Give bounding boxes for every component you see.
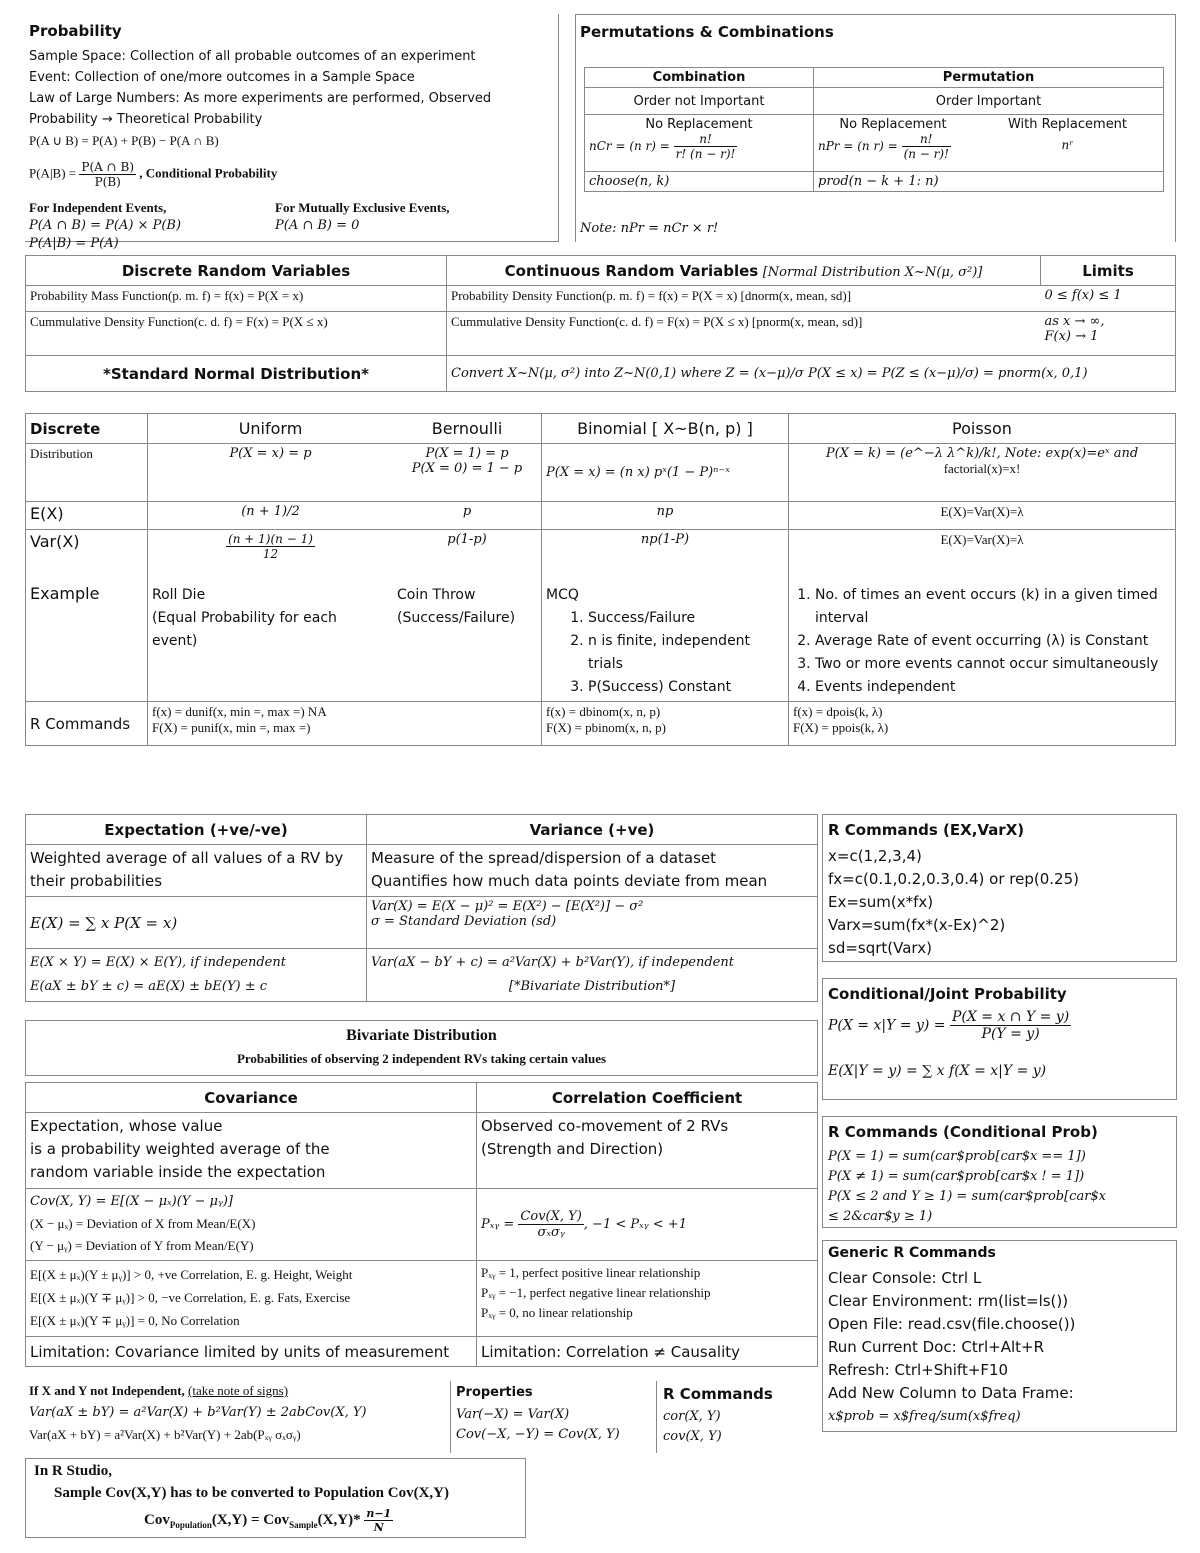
limits-title: Limits xyxy=(1041,256,1176,286)
covcorr-table xyxy=(25,1082,818,1367)
r-ex: E(X) xyxy=(26,502,148,530)
uni-ex: (n + 1)/2 xyxy=(148,502,394,530)
condjoint-f2: E(X|Y = y) = ∑ x f(X = x|Y = y) xyxy=(828,1063,1047,1079)
bin-example-list xyxy=(546,607,784,699)
rs-cov-c: (X,Y)* xyxy=(317,1511,361,1528)
probability-line: Probability → Theoretical Probability xyxy=(29,112,263,127)
rs-sub-pop: Population xyxy=(169,1519,212,1530)
notindep-title2: (take note of signs) xyxy=(188,1383,289,1398)
exp-prop-2: E(aX ± bY ± c) = aE(X) ± bE(Y) ± c xyxy=(30,979,268,994)
var-prop-1: Var(aX − bY + c) = a²Var(X) + b²Var(Y), if independent xyxy=(371,955,734,970)
condjoint-f1 xyxy=(828,1009,1071,1042)
rcmd-ex-line: Varx=sum(fx*(x-Ex)^2) xyxy=(828,916,1006,934)
cj-f1-lhs: P(X = x|Y = y) = xyxy=(828,1017,946,1034)
rcmd-cond-title: R Commands (Conditional Prob) xyxy=(828,1123,1098,1141)
perm-den: (n − r)! xyxy=(903,147,949,161)
poi-dist-2: factorial(x)=x! xyxy=(943,461,1021,476)
perm-norep-cell xyxy=(814,115,973,172)
probability-box xyxy=(25,14,559,251)
rc-title: R Commands xyxy=(663,1385,773,1403)
perm-rep-cell xyxy=(972,115,1164,172)
rcmd-cond-line: P(X = 1) = sum(car$prob[car$x == 1]) xyxy=(828,1149,1086,1164)
notindep-l2: Var(aX + bY) = a²Var(X) + b²Var(Y) + 2ab(Pₓᵧ σₓσᵧ) xyxy=(29,1427,301,1442)
uni-cmd-1: f(x) = dunif(x, min =, max =) NA xyxy=(152,704,327,719)
std-normal-title: *Standard Normal Distribution* xyxy=(26,356,447,392)
corr-den: σₓσᵧ xyxy=(537,1225,565,1240)
ber-example-line: (Success/Failure) xyxy=(397,610,516,626)
cov-def xyxy=(26,1113,477,1189)
bin-cmd-2: F(X) = pbinom(x, n, p) xyxy=(546,720,666,735)
probability-title: Probability xyxy=(29,22,122,40)
comb-formula xyxy=(589,132,809,161)
poi-dist-1: P(X = k) = (e^−λ λ^k)/k!, Note: exp(x)=eˣ and xyxy=(825,446,1139,461)
probability-line: Sample Space: Collection of all probable outcomes of an experiment xyxy=(29,49,476,64)
generic-line: x$prob = x$freq/sum(x$freq) xyxy=(828,1409,1021,1424)
cond-label: , Conditional Probability xyxy=(139,165,278,181)
cov-signs xyxy=(26,1261,477,1337)
comb-r-cmd: choose(n, k) xyxy=(585,172,814,192)
prop-2: Cov(−X, −Y) = Cov(X, Y) xyxy=(456,1427,620,1442)
cdf-continuous-cell: Cummulative Density Function(c. d. f) = F(x) = P(X ≤ x) [pnorm(x, mean, sd)] xyxy=(447,312,1041,356)
continuous-rv-title: Continuous Random Variables xyxy=(504,261,759,280)
corr-formula xyxy=(477,1189,818,1261)
cj-den: P(Y = y) xyxy=(981,1026,1040,1042)
bivariate-title: Bivariate Distribution xyxy=(346,1027,497,1044)
generic-line: Add New Column to Data Frame: xyxy=(828,1384,1074,1402)
uni-var-num: (n + 1)(n − 1) xyxy=(228,532,313,546)
pdf-cell: Probability Density Function(p. m. f) = f(x) = P(X = x) [dnorm(x, mean, sd)] xyxy=(447,286,1041,312)
rcmd-cond-lines xyxy=(828,1147,1106,1227)
r-var: Var(X) xyxy=(30,532,80,551)
poi-example-item: 2. Average Rate of event occurring (λ) is Constant xyxy=(815,630,1171,653)
h-binomial: Binomial [ X~B(n, p) ] xyxy=(542,414,789,444)
exp-def-2: their probabilities xyxy=(30,872,163,890)
bin-example-item: 3. P(Success) Constant xyxy=(588,676,784,699)
comb-formula-lhs: nCr = (n r) = xyxy=(589,139,670,153)
poi-var: E(X)=Var(X)=λ xyxy=(940,532,1024,547)
rs-sub-sample: Sample xyxy=(289,1519,318,1530)
exp-props xyxy=(26,949,367,1002)
corr-signs xyxy=(477,1261,818,1337)
cond-fraction xyxy=(79,160,136,189)
bin-example-item: 2. n is finite, independent trials xyxy=(588,630,784,676)
probability-line: Event: Collection of one/more outcomes in a Sample Space xyxy=(29,70,415,85)
condjoint-box xyxy=(822,978,1177,1100)
poi-example-list xyxy=(793,584,1171,699)
perm-fraction xyxy=(902,132,951,161)
rc-box xyxy=(657,1381,777,1453)
poi-var-example xyxy=(789,530,1176,702)
condjoint-title: Conditional/Joint Probability xyxy=(828,985,1067,1003)
prop-1: Var(−X) = Var(X) xyxy=(456,1407,570,1422)
mutex-title: For Mutually Exclusive Events, xyxy=(275,200,450,215)
uni-cmd-2: F(X) = punif(x, min =, max =) xyxy=(152,720,311,735)
bivariate-subtitle: Probabilities of observing 2 independent RVs taking certain values xyxy=(236,1051,607,1066)
cov-f1: Cov(X, Y) = E[(X − μₓ)(Y − μᵧ)] xyxy=(30,1194,233,1209)
r-var-example xyxy=(26,530,148,702)
uni-example-line: (Equal Probability for each xyxy=(152,610,337,626)
probability-definitions xyxy=(29,46,491,151)
rs-cov-b: (X,Y) = Cov xyxy=(211,1511,290,1528)
perm-num: n! xyxy=(902,132,951,147)
generic-line: Clear Environment: rm(list=ls()) xyxy=(828,1292,1069,1310)
var-def-2: Quantifies how much data points deviate from mean xyxy=(371,872,768,890)
cov-title: Covariance xyxy=(26,1083,477,1113)
cov-def-line: Expectation, whose value xyxy=(30,1117,223,1135)
poi-dist xyxy=(789,444,1176,502)
bin-var-example xyxy=(542,530,789,702)
comb-norep: No Replacement xyxy=(645,117,753,132)
corr-sign-1: Pₓᵧ = 1, perfect positive linear relationship xyxy=(481,1265,701,1280)
rcmd-ex-title: R Commands (EX,VarX) xyxy=(828,821,1025,839)
corr-limitation: Limitation: Correlation ≠ Causality xyxy=(477,1337,818,1367)
exp-def-1: Weighted average of all values of a RV by xyxy=(30,849,344,867)
limit-2 xyxy=(1041,312,1176,356)
var-prop-2: [*Bivariate Distribution*] xyxy=(508,979,676,994)
perm-rep-formula: nʳ xyxy=(1061,138,1074,152)
var-title: Variance (+ve) xyxy=(367,815,818,845)
corr-def-line: (Strength and Direction) xyxy=(481,1140,664,1158)
comb-norep-cell xyxy=(585,115,814,172)
cov-f2: (X − μₓ) = Deviation of X from Mean/E(X) xyxy=(30,1216,256,1231)
rstudio-l2 xyxy=(144,1507,393,1534)
probability-line: Law of Large Numbers: As more experiments are performed, Observed xyxy=(29,91,492,106)
poi-example-item: 3. Two or more events cannot occur simultaneously xyxy=(815,653,1171,676)
generic-box xyxy=(822,1240,1177,1432)
corr-range: , −1 < Pₓᵧ < +1 xyxy=(583,1217,687,1232)
ber-dist-2: P(X = 0) = 1 − p xyxy=(411,461,523,476)
indep-formula-1: P(A ∩ B) = P(A) × P(B) xyxy=(29,218,182,233)
ber-ex: p xyxy=(393,502,542,530)
cj-num: P(X = x ∩ Y = y) xyxy=(951,1009,1070,1025)
r-distribution: Distribution xyxy=(26,444,148,502)
exp-prop-1: E(X × Y) = E(X) × E(Y), if independent xyxy=(30,955,286,970)
rstudio-box xyxy=(25,1458,526,1538)
r-commands-label: R Commands xyxy=(26,702,148,746)
distribution-table xyxy=(25,413,1176,746)
perm-formula xyxy=(818,132,968,161)
var-formula xyxy=(367,897,818,949)
uni-example xyxy=(152,584,389,653)
generic-line: Open File: read.csv(file.choose()) xyxy=(828,1315,1076,1333)
indep-title: For Independent Events, xyxy=(29,200,167,215)
uni-var-example xyxy=(148,530,394,702)
generic-line: Clear Console: Ctrl L xyxy=(828,1269,982,1287)
rcmd-ex-line: x=c(1,2,3,4) xyxy=(828,847,922,865)
expvar-table xyxy=(25,814,818,1002)
comb-order: Order not Important xyxy=(585,88,814,115)
conditional-formula xyxy=(29,160,277,189)
rs-den: N xyxy=(373,1521,384,1534)
rc-2: cov(X, Y) xyxy=(663,1429,722,1444)
uni-var xyxy=(152,532,389,584)
poi-cmd xyxy=(789,702,1176,746)
probability-line: P(A ∪ B) = P(A) + P(B) − P(A ∩ B) xyxy=(29,133,219,148)
h-poisson: Poisson xyxy=(789,414,1176,444)
notindep-l1: Var(aX ± bY) = a²Var(X) + b²Var(Y) ± 2abCov(X, Y) xyxy=(29,1405,367,1420)
corr-def-line: Observed co-movement of 2 RVs xyxy=(481,1117,729,1135)
poi-cmd-1: f(x) = dpois(k, λ) xyxy=(793,704,883,719)
perm-norep: No Replacement xyxy=(839,117,947,132)
discrete-rv-title: Discrete Random Variables xyxy=(26,256,447,286)
corr-num: Cov(X, Y) xyxy=(520,1209,582,1224)
rs-num: n−1 xyxy=(366,1507,392,1520)
uni-var-fraction xyxy=(226,532,315,561)
cov-def-line: random variable inside the expectation xyxy=(30,1163,326,1181)
notindep-title: If X and Y not Independent, xyxy=(29,1383,185,1398)
std-normal-convert: Convert X~N(μ, σ²) into Z~N(0,1) where Z = (x−μ)/σ P(X ≤ x) = P(Z ≤ (x−μ)/σ) = pnorm(x, 0,1) xyxy=(447,356,1176,392)
comb-den: r! (n − r)! xyxy=(675,147,736,161)
rstudio-title: In R Studio, xyxy=(34,1463,112,1479)
ber-var: p(1-p) xyxy=(447,532,487,547)
h-bernoulli: Bernoulli xyxy=(393,414,542,444)
combination-header: Combination xyxy=(585,68,814,88)
cov-sign-3: E[(X ± μₓ)(Y ∓ μᵧ)] = 0, No Correlation xyxy=(30,1313,240,1328)
rs-fraction xyxy=(364,1507,393,1534)
perm-formula-lhs: nPr = (n r) = xyxy=(818,139,898,153)
ber-example-line: Coin Throw xyxy=(397,587,476,603)
h-uniform: Uniform xyxy=(148,414,394,444)
rcmd-ex-box xyxy=(822,814,1177,962)
rc-1: cor(X, Y) xyxy=(663,1409,721,1424)
ber-dist xyxy=(393,444,542,502)
corr-sign-2: Pₓᵧ = −1, perfect negative linear relationship xyxy=(481,1285,711,1300)
cond-den: P(B) xyxy=(94,175,121,189)
cond-num: P(A ∩ B) xyxy=(81,160,134,174)
notindep-title-row xyxy=(29,1383,288,1399)
exp-title: Expectation (+ve/-ve) xyxy=(26,815,367,845)
bin-cmd-1: f(x) = dbinom(x, n, p) xyxy=(546,704,661,719)
uni-cmd xyxy=(148,702,542,746)
rcmd-ex-line: sd=sqrt(Varx) xyxy=(828,939,932,957)
uni-dist: P(X = x) = p xyxy=(148,444,394,502)
rs-cov-a: Cov xyxy=(144,1511,170,1528)
exp-formula: E(X) = ∑ x P(X = x) xyxy=(26,897,367,949)
exp-def xyxy=(26,845,367,897)
rcmd-cond-line: P(X ≤ 2 and Y ≥ 1) = sum(car$prob[car$x xyxy=(828,1189,1107,1204)
corr-def xyxy=(477,1113,818,1189)
rcmd-ex-line: fx=c(0.1,0.2,0.3,0.4) or rep(0.25) xyxy=(828,870,1079,888)
r-example: Example xyxy=(30,584,100,603)
uni-example-line: Roll Die xyxy=(152,587,206,603)
corr-sign-3: Pₓᵧ = 0, no linear relationship xyxy=(481,1305,633,1320)
cov-sign-2: E[(X ± μₓ)(Y ∓ μᵧ)] > 0, −ve Correlation, E. g. Fats, Exercise xyxy=(30,1290,351,1305)
cov-formulas xyxy=(26,1189,477,1261)
rcmd-ex-lines xyxy=(828,845,1079,960)
cov-def-line: is a probability weighted average of the xyxy=(30,1140,330,1158)
perm-order: Order Important xyxy=(814,88,1164,115)
bivariate-box xyxy=(25,1020,818,1076)
limit-2a: as x → ∞, xyxy=(1044,314,1105,329)
generic-title: Generic R Commands xyxy=(828,1245,996,1261)
cov-limitation: Limitation: Covariance limited by units of measurement xyxy=(26,1337,477,1367)
rcmd-cond-line: ≤ 2&car$y ≥ 1) xyxy=(828,1209,933,1224)
var-formula-2: σ = Standard Deviation (sd) xyxy=(371,914,557,929)
props-box xyxy=(451,1381,657,1453)
cov-sign-1: E[(X ± μₓ)(Y ± μᵧ)] > 0, +ve Correlation, E. g. Height, Weight xyxy=(30,1267,353,1282)
limit-1: 0 ≤ f(x) ≤ 1 xyxy=(1041,286,1176,312)
rcmd-ex-line: Ex=sum(x*fx) xyxy=(828,893,934,911)
var-def-1: Measure of the spread/dispersion of a dataset xyxy=(371,849,717,867)
comb-fraction xyxy=(674,132,738,161)
var-props xyxy=(367,949,818,1002)
indep-formula-2: P(A|B) = P(A) xyxy=(29,236,119,251)
bin-var: np(1-P) xyxy=(640,532,690,547)
var-def xyxy=(367,845,818,897)
permcomb-note: Note: nPr = nCr × r! xyxy=(580,221,719,236)
permcomb-box xyxy=(575,14,1176,242)
cond-lhs: P(A|B) = xyxy=(29,165,77,181)
poi-example-item: 4. Events independent xyxy=(815,676,1171,699)
notindep-box xyxy=(25,1381,451,1453)
limit-2b: F(x) → 1 xyxy=(1044,329,1099,344)
poi-ex: E(X)=Var(X)=λ xyxy=(789,502,1176,530)
h-discrete: Discrete xyxy=(26,414,148,444)
bin-ex: np xyxy=(542,502,789,530)
bin-example-item: 1. Success/Failure xyxy=(588,607,784,630)
ber-example xyxy=(397,584,537,630)
bin-example-title: MCQ xyxy=(546,587,579,603)
ber-dist-1: P(X = 1) = p xyxy=(425,446,509,461)
permutation-header: Permutation xyxy=(814,68,1164,88)
uni-var-den: 12 xyxy=(262,547,279,561)
perm-rep: With Replacement xyxy=(1007,117,1128,132)
pmf-cell: Probability Mass Function(p. m. f) = f(x) = P(X = x) xyxy=(26,286,447,312)
permcomb-title: Permutations & Combinations xyxy=(580,23,834,41)
ber-var-example xyxy=(393,530,542,702)
cov-f3: (Y − μᵧ) = Deviation of Y from Mean/E(Y) xyxy=(30,1238,254,1253)
props-title: Properties xyxy=(456,1385,533,1400)
rstudio-l1: Sample Cov(X,Y) has to be converted to Population Cov(X,Y) xyxy=(54,1485,449,1501)
bin-cmd xyxy=(542,702,789,746)
corr-fraction xyxy=(518,1209,583,1240)
rv-table xyxy=(25,255,1176,392)
poi-example-item: 1. No. of times an event occurs (k) in a given timed interval xyxy=(815,584,1171,630)
corr-lhs: Pₓᵧ = xyxy=(481,1217,515,1232)
uni-example-line: event) xyxy=(152,633,198,649)
corr-title: Correlation Coefficient xyxy=(477,1083,818,1113)
bin-dist: P(X = x) = (n x) pˣ(1 − P)ⁿ⁻ˣ xyxy=(542,444,789,502)
continuous-rv-header xyxy=(447,256,1041,286)
permcomb-table xyxy=(584,67,1164,192)
cj-fraction xyxy=(950,1009,1071,1042)
rcmd-cond-box xyxy=(822,1116,1177,1228)
var-formula-1: Var(X) = E(X − μ)² = E(X²) − [E(X²)] − σ² xyxy=(371,899,644,914)
poi-cmd-2: F(X) = ppois(k, λ) xyxy=(793,720,889,735)
comb-num: n! xyxy=(674,132,738,147)
mutex-formula: P(A ∩ B) = 0 xyxy=(275,218,360,233)
generic-lines xyxy=(828,1267,1075,1428)
generic-line: Refresh: Ctrl+Shift+F10 xyxy=(828,1361,1009,1379)
cdf-discrete-cell: Cummulative Density Function(c. d. f) = F(x) = P(X ≤ x) xyxy=(26,312,447,356)
continuous-rv-sub: [Normal Distribution X~N(μ, σ²)] xyxy=(762,264,983,280)
rcmd-cond-line: P(X ≠ 1) = sum(car$prob[car$x ! = 1]) xyxy=(828,1169,1085,1184)
perm-r-cmd: prod(n − k + 1: n) xyxy=(814,172,1164,192)
generic-line: Run Current Doc: Ctrl+Alt+R xyxy=(828,1338,1044,1356)
